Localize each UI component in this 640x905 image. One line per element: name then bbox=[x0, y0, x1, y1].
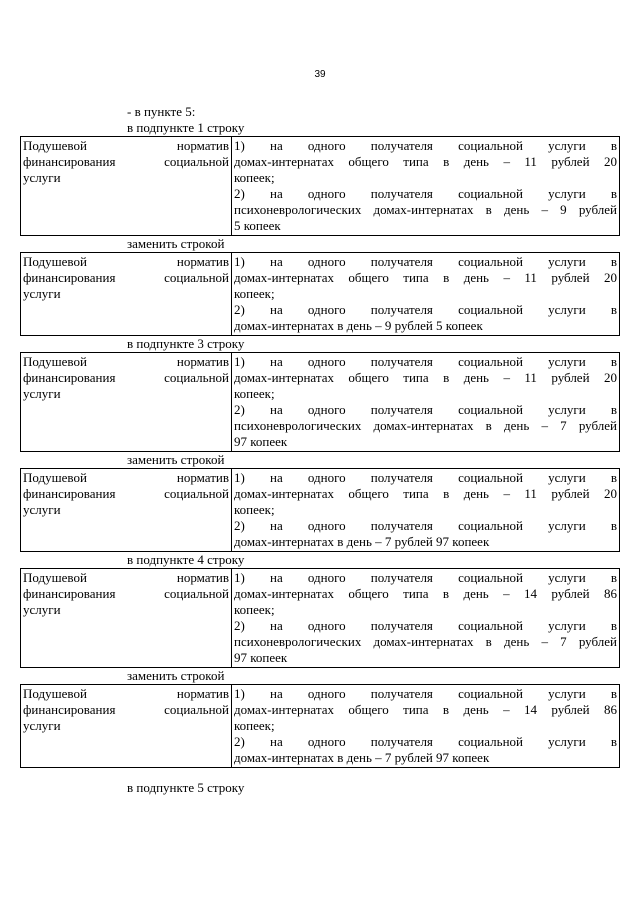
indicator-name-cell bbox=[21, 569, 232, 668]
indicator-value-line: 97 копеек bbox=[234, 650, 288, 665]
indicator-value-line: 1) на одного получателя социальной услуги в bbox=[234, 354, 617, 369]
amendment-table bbox=[20, 684, 620, 768]
block-caption: заменить строкой bbox=[127, 668, 225, 683]
block-caption: в подпункте 3 строку bbox=[127, 336, 245, 351]
indicator-name-cell bbox=[21, 353, 232, 452]
indicator-value-line: 97 копеек bbox=[234, 434, 288, 449]
indicator-name-line: Подушевой норматив bbox=[23, 138, 229, 153]
indicator-value-line: 2) на одного получателя социальной услуги в bbox=[234, 302, 617, 317]
indicator-value-cell bbox=[232, 569, 620, 668]
indicator-value-line: копеек; bbox=[234, 602, 275, 617]
indicator-name-line: услуги bbox=[23, 170, 61, 185]
indicator-value-line: 1) на одного получателя социальной услуги в bbox=[234, 470, 617, 485]
indicator-value-cell bbox=[232, 253, 620, 336]
indicator-name-cell bbox=[21, 137, 232, 236]
indicator-name-line: услуги bbox=[23, 718, 61, 733]
indicator-name-line: Подушевой норматив bbox=[23, 570, 229, 585]
indicator-value-line: домах-интернатах общего типа в день – 11 рублей 20 bbox=[234, 486, 617, 501]
document-body bbox=[20, 104, 622, 796]
indicator-name-line: услуги bbox=[23, 602, 61, 617]
table-row bbox=[21, 353, 620, 452]
indicator-name-line: финансирования социальной bbox=[23, 486, 229, 501]
indicator-value-line: домах-интернатах общего типа в день – 11 рублей 20 bbox=[234, 370, 617, 385]
page-number: 39 bbox=[314, 69, 326, 80]
block-caption: заменить строкой bbox=[127, 452, 225, 467]
indicator-value-line: 1) на одного получателя социальной услуги в bbox=[234, 138, 617, 153]
amendment-table bbox=[20, 468, 620, 552]
indicator-name-line: Подушевой норматив bbox=[23, 354, 229, 369]
table-row bbox=[21, 137, 620, 236]
indicator-value-line: психоневрологических домах-интернатах в день – 7 рублей bbox=[234, 418, 617, 433]
indicator-value-line: домах-интернатах в день – 9 рублей 5 копеек bbox=[234, 318, 483, 333]
indicator-name-line: Подушевой норматив bbox=[23, 686, 229, 701]
indicator-value-line: копеек; bbox=[234, 502, 275, 517]
indicator-value-line: домах-интернатах в день – 7 рублей 97 копеек bbox=[234, 750, 490, 765]
indicator-value-line: психоневрологических домах-интернатах в день – 9 рублей bbox=[234, 202, 617, 217]
indicator-name-line: финансирования социальной bbox=[23, 154, 229, 169]
indicator-value-line: 5 копеек bbox=[234, 218, 281, 233]
amendment-table bbox=[20, 352, 620, 452]
indicator-name-line: услуги bbox=[23, 386, 61, 401]
indicator-name-line: финансирования социальной bbox=[23, 702, 229, 717]
indicator-value-line: домах-интернатах общего типа в день – 14 рублей 86 bbox=[234, 702, 617, 717]
indicator-value-line: домах-интернатах общего типа в день – 14 рублей 86 bbox=[234, 586, 617, 601]
indicator-name-line: Подушевой норматив bbox=[23, 254, 229, 269]
indicator-value-line: 2) на одного получателя социальной услуги в bbox=[234, 618, 617, 633]
indicator-name-cell bbox=[21, 685, 232, 768]
indicator-name-line: услуги bbox=[23, 286, 61, 301]
indicator-value-line: 2) на одного получателя социальной услуги в bbox=[234, 186, 617, 201]
amendment-table bbox=[20, 252, 620, 336]
indicator-value-cell bbox=[232, 137, 620, 236]
block-caption: в подпункте 4 строку bbox=[127, 552, 245, 567]
indicator-value-cell bbox=[232, 353, 620, 452]
indicator-value-line: 2) на одного получателя социальной услуги в bbox=[234, 402, 617, 417]
indicator-value-line: домах-интернатах общего типа в день – 11 рублей 20 bbox=[234, 154, 617, 169]
indicator-value-line: домах-интернатах общего типа в день – 11 рублей 20 bbox=[234, 270, 617, 285]
table-row bbox=[21, 569, 620, 668]
intro-line: - в пункте 5: bbox=[127, 104, 196, 119]
indicator-value-line: 1) на одного получателя социальной услуги в bbox=[234, 570, 617, 585]
indicator-value-line: копеек; bbox=[234, 170, 275, 185]
block-caption: в подпункте 1 строку bbox=[127, 120, 245, 135]
indicator-value-line: копеек; bbox=[234, 386, 275, 401]
indicator-value-line: копеек; bbox=[234, 718, 275, 733]
block-caption: заменить строкой bbox=[127, 236, 225, 251]
indicator-value-line: 2) на одного получателя социальной услуги в bbox=[234, 734, 617, 749]
indicator-value-cell bbox=[232, 469, 620, 552]
indicator-name-line: Подушевой норматив bbox=[23, 470, 229, 485]
table-row bbox=[21, 253, 620, 336]
indicator-value-line: 2) на одного получателя социальной услуги в bbox=[234, 518, 617, 533]
amendment-table bbox=[20, 568, 620, 668]
indicator-value-line: 1) на одного получателя социальной услуги в bbox=[234, 254, 617, 269]
indicator-value-line: копеек; bbox=[234, 286, 275, 301]
amendment-blocks bbox=[20, 120, 622, 768]
indicator-value-cell bbox=[232, 685, 620, 768]
table-row bbox=[21, 469, 620, 552]
indicator-name-line: услуги bbox=[23, 502, 61, 517]
indicator-name-line: финансирования социальной bbox=[23, 270, 229, 285]
indicator-value-line: домах-интернатах в день – 7 рублей 97 копеек bbox=[234, 534, 490, 549]
table-row bbox=[21, 685, 620, 768]
indicator-name-line: финансирования социальной bbox=[23, 586, 229, 601]
indicator-name-line: финансирования социальной bbox=[23, 370, 229, 385]
indicator-name-cell bbox=[21, 253, 232, 336]
amendment-table bbox=[20, 136, 620, 236]
indicator-value-line: психоневрологических домах-интернатах в день – 7 рублей bbox=[234, 634, 617, 649]
closing-line: в подпункте 5 строку bbox=[127, 780, 245, 795]
indicator-name-cell bbox=[21, 469, 232, 552]
indicator-value-line: 1) на одного получателя социальной услуги в bbox=[234, 686, 617, 701]
